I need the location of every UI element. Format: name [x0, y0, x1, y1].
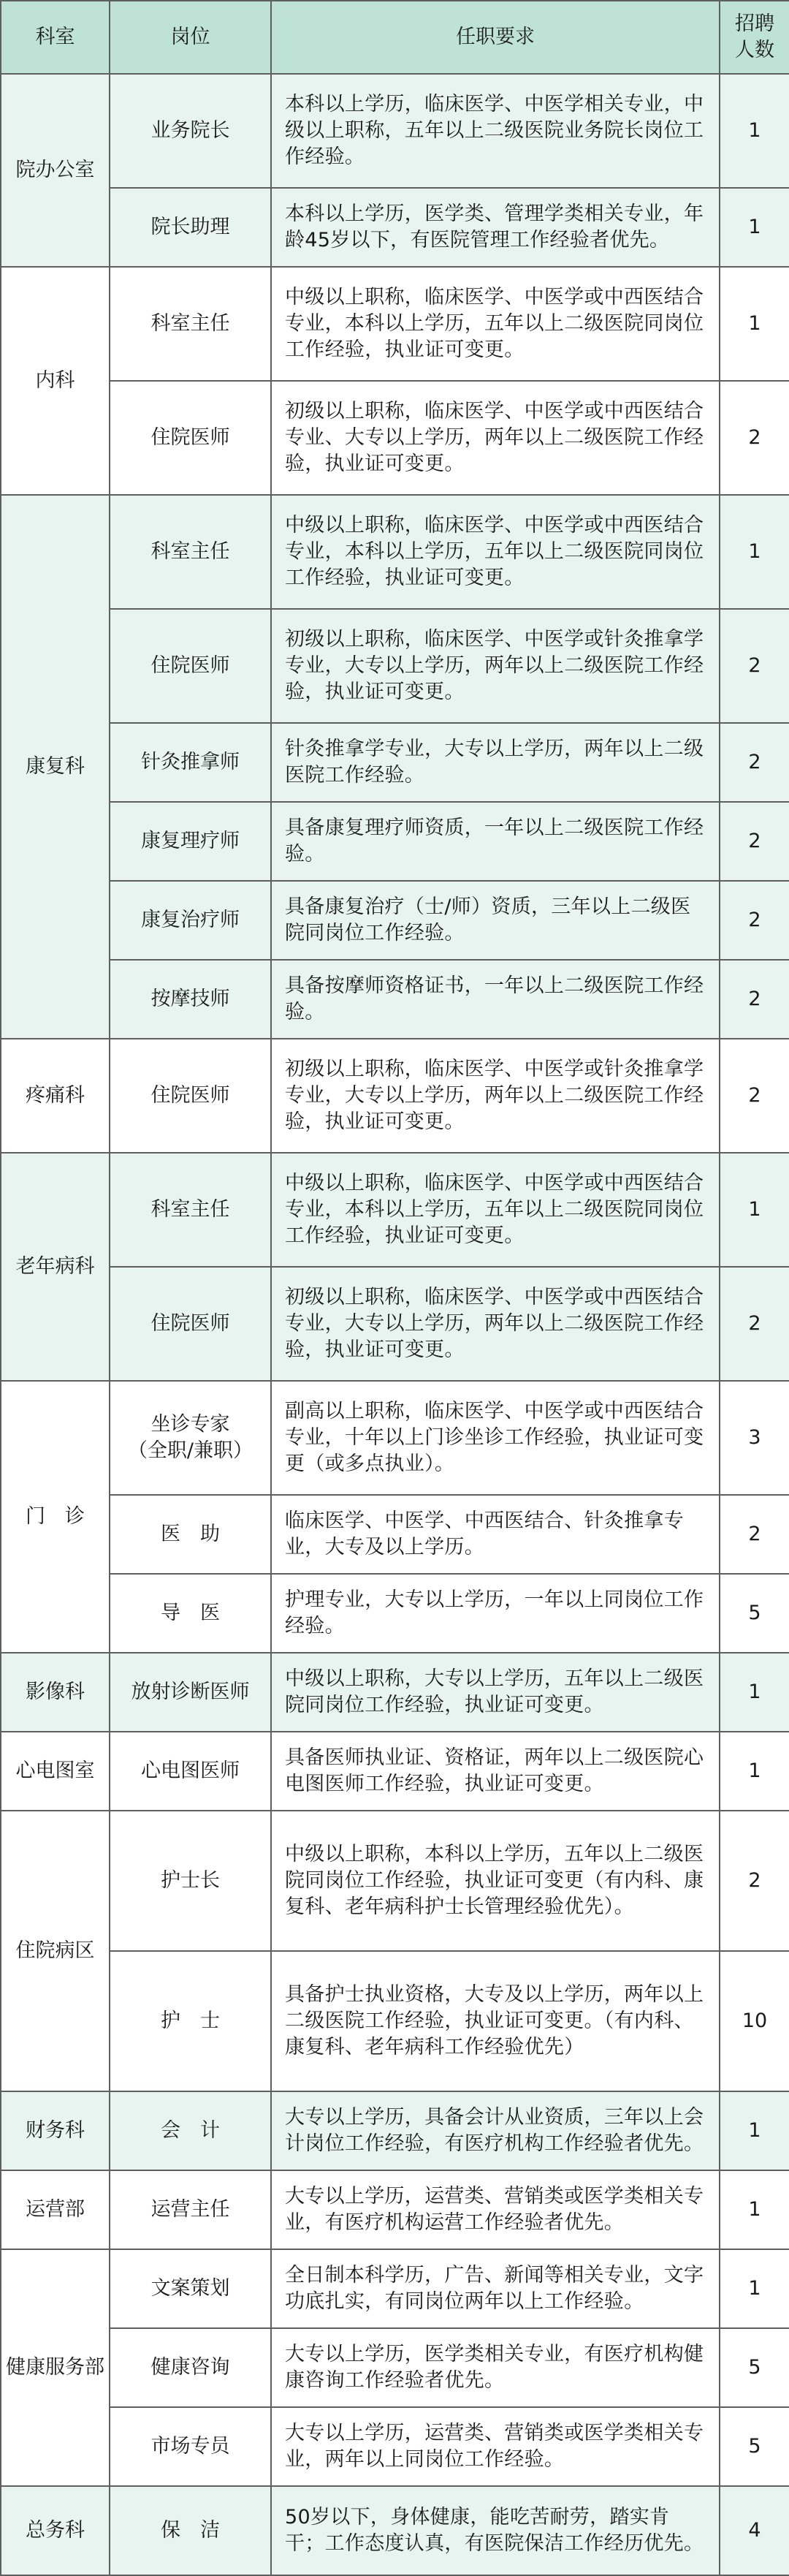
position-cell: 文案策划 [110, 2249, 271, 2328]
department-cell: 财务科 [1, 2091, 110, 2170]
table-row [1, 1653, 789, 1732]
position-cell: 按摩技师 [110, 960, 271, 1039]
table-row [1, 2091, 789, 2170]
headcount-cell: 4 [720, 2486, 789, 2575]
table-row [1, 609, 789, 723]
headcount-cell: 1 [720, 267, 789, 381]
headcount-cell: 1 [720, 2091, 789, 2170]
headcount-cell: 1 [720, 74, 789, 188]
position-cell: 会 计 [110, 2091, 271, 2170]
headcount-cell: 2 [720, 802, 789, 881]
position-cell: 住院医师 [110, 1039, 271, 1153]
position-cell: 市场专员 [110, 2407, 271, 2486]
position-cell: 住院医师 [110, 381, 271, 495]
department-cell: 院办公室 [1, 74, 110, 267]
headcount-cell: 2 [720, 1811, 789, 1951]
table-row [1, 802, 789, 881]
requirement-cell: 初级以上职称，临床医学、中医学或中西医结合专业、大专以上学历，两年以上二级医院工作经验，执业证可变更。 [271, 381, 720, 495]
position-cell: 放射诊断医师 [110, 1653, 271, 1732]
header-department: 科室 [1, 1, 110, 74]
position-cell: 健康咨询 [110, 2328, 271, 2407]
table-row [1, 1381, 789, 1495]
requirement-cell: 具备康复治疗（士/师）资质，三年以上二级医院同岗位工作经验。 [271, 881, 720, 960]
table-row [1, 1811, 789, 1951]
requirement-cell: 初级以上职称，临床医学、中医学或中西医结合专业，大专以上学历，两年以上二级医院工作经验，执业证可变更。 [271, 1267, 720, 1381]
table-header-row [1, 1, 789, 74]
requirement-cell: 中级以上职称，大专以上学历，五年以上二级医院同岗位工作经验，执业证可变更。 [271, 1653, 720, 1732]
table-row [1, 1039, 789, 1153]
position-cell: 院长助理 [110, 188, 271, 267]
requirement-cell: 全日制本科学历，广告、新闻等相关专业，文字功底扎实，有同岗位两年以上工作经验。 [271, 2249, 720, 2328]
requirement-cell: 大专以上学历，医学类相关专业，有医疗机构健康咨询工作经验者优先。 [271, 2328, 720, 2407]
department-cell: 内科 [1, 267, 110, 495]
header-position: 岗位 [110, 1, 271, 74]
headcount-cell: 2 [720, 881, 789, 960]
position-cell: 护 士 [110, 1951, 271, 2091]
requirement-cell: 副高以上职称，临床医学、中医学或中西医结合专业，十年以上门诊坐诊工作经验，执业证可变更（或多点执业）。 [271, 1381, 720, 1495]
department-cell: 心电图室 [1, 1732, 110, 1811]
department-cell: 康复科 [1, 495, 110, 1039]
position-cell: 科室主任 [110, 1153, 271, 1267]
requirement-cell: 本科以上学历，临床医学、中医学相关专业，中级以上职称，五年以上二级医院业务院长岗位工作经验。 [271, 74, 720, 188]
department-cell: 总务科 [1, 2486, 110, 2575]
table-row [1, 1951, 789, 2091]
requirement-cell: 本科以上学历，医学类、管理学类相关专业，年龄45岁以下，有医院管理工作经验者优先。 [271, 188, 720, 267]
department-cell: 疼痛科 [1, 1039, 110, 1153]
position-cell: 导 医 [110, 1574, 271, 1653]
headcount-cell: 1 [720, 188, 789, 267]
requirement-cell: 具备护士执业资格，大专及以上学历，两年以上二级医院工作经验，执业证可变更。（有内科、康复科、老年病科工作经验优先） [271, 1951, 720, 2091]
headcount-cell: 2 [720, 609, 789, 723]
headcount-cell: 1 [720, 1153, 789, 1267]
table-row [1, 723, 789, 802]
table-row [1, 1574, 789, 1653]
requirement-cell: 初级以上职称，临床医学、中医学或针灸推拿学专业，大专以上学历，两年以上二级医院工作经验，执业证可变更。 [271, 1039, 720, 1153]
position-cell: 运营主任 [110, 2170, 271, 2249]
headcount-cell: 1 [720, 2249, 789, 2328]
position-cell: 康复治疗师 [110, 881, 271, 960]
headcount-cell: 2 [720, 723, 789, 802]
headcount-cell: 2 [720, 381, 789, 495]
table-row [1, 495, 789, 609]
position-cell: 保 洁 [110, 2486, 271, 2575]
headcount-cell: 5 [720, 2407, 789, 2486]
headcount-cell: 1 [720, 1653, 789, 1732]
headcount-cell: 2 [720, 960, 789, 1039]
headcount-cell: 5 [720, 2328, 789, 2407]
position-cell: 康复理疗师 [110, 802, 271, 881]
headcount-cell: 5 [720, 1574, 789, 1653]
headcount-cell: 2 [720, 1039, 789, 1153]
table-row [1, 2328, 789, 2407]
position-cell: 业务院长 [110, 74, 271, 188]
requirement-cell: 中级以上职称，临床医学、中医学或中西医结合专业，本科以上学历，五年以上二级医院同岗位工作经验，执业证可变更。 [271, 267, 720, 381]
table-row [1, 1732, 789, 1811]
table-row [1, 74, 789, 188]
position-cell: 针灸推拿师 [110, 723, 271, 802]
headcount-cell: 10 [720, 1951, 789, 2091]
department-cell: 运营部 [1, 2170, 110, 2249]
position-cell: 住院医师 [110, 1267, 271, 1381]
table-row [1, 381, 789, 495]
headcount-cell: 3 [720, 1381, 789, 1495]
requirement-cell: 具备康复理疗师资质，一年以上二级医院工作经验。 [271, 802, 720, 881]
header-headcount: 招聘 人数 [720, 1, 789, 74]
requirement-cell: 临床医学、中医学、中西医结合、针灸推拿专业，大专及以上学历。 [271, 1495, 720, 1574]
position-cell: 坐诊专家 （全职/兼职） [110, 1381, 271, 1495]
table-row [1, 1267, 789, 1381]
table-body [1, 74, 789, 2575]
requirement-cell: 中级以上职称，临床医学、中医学或中西医结合专业，本科以上学历，五年以上二级医院同岗位工作经验，执业证可变更。 [271, 495, 720, 609]
requirement-cell: 中级以上职称，临床医学、中医学或中西医结合专业，本科以上学历，五年以上二级医院同岗位工作经验，执业证可变更。 [271, 1153, 720, 1267]
department-cell: 健康服务部 [1, 2249, 110, 2486]
requirement-cell: 大专以上学历，具备会计从业资质，三年以上会计岗位工作经验，有医疗机构工作经验者优先。 [271, 2091, 720, 2170]
headcount-cell: 1 [720, 495, 789, 609]
department-cell: 影像科 [1, 1653, 110, 1732]
requirement-cell: 护理专业，大专以上学历，一年以上同岗位工作经验。 [271, 1574, 720, 1653]
position-cell: 科室主任 [110, 267, 271, 381]
table-row [1, 2170, 789, 2249]
department-cell: 住院病区 [1, 1811, 110, 2091]
header-requirements: 任职要求 [271, 1, 720, 74]
position-cell: 医 助 [110, 1495, 271, 1574]
requirement-cell: 针灸推拿学专业，大专以上学历，两年以上二级医院工作经验。 [271, 723, 720, 802]
table-row [1, 2486, 789, 2575]
headcount-cell: 1 [720, 1732, 789, 1811]
table-row [1, 960, 789, 1039]
headcount-cell: 2 [720, 1267, 789, 1381]
table-row [1, 2407, 789, 2486]
requirement-cell: 具备医师执业证、资格证，两年以上二级医院心电图医师工作经验，执业证可变更。 [271, 1732, 720, 1811]
position-cell: 科室主任 [110, 495, 271, 609]
table-row [1, 267, 789, 381]
position-cell: 住院医师 [110, 609, 271, 723]
table-row [1, 188, 789, 267]
position-cell: 护士长 [110, 1811, 271, 1951]
headcount-cell: 2 [720, 1495, 789, 1574]
table-row [1, 2249, 789, 2328]
department-cell: 门 诊 [1, 1381, 110, 1653]
requirement-cell: 具备按摩师资格证书，一年以上二级医院工作经验。 [271, 960, 720, 1039]
position-cell: 心电图医师 [110, 1732, 271, 1811]
headcount-cell: 1 [720, 2170, 789, 2249]
requirement-cell: 大专以上学历，运营类、营销类或医学类相关专业，两年以上同岗位工作经验。 [271, 2407, 720, 2486]
department-cell: 老年病科 [1, 1153, 110, 1381]
requirement-cell: 50岁以下，身体健康，能吃苦耐劳，踏实肯干；工作态度认真，有医院保洁工作经历优先。 [271, 2486, 720, 2575]
table-row [1, 1153, 789, 1267]
table-row [1, 881, 789, 960]
requirement-cell: 初级以上职称，临床医学、中医学或针灸推拿学专业，大专以上学历，两年以上二级医院工作经验，执业证可变更。 [271, 609, 720, 723]
requirement-cell: 中级以上职称，本科以上学历，五年以上二级医院同岗位工作经验，执业证可变更（有内科、康复科、老年病科护士长管理经验优先）。 [271, 1811, 720, 1951]
requirement-cell: 大专以上学历，运营类、营销类或医学类相关专业，有医疗机构运营工作经验者优先。 [271, 2170, 720, 2249]
table-row [1, 1495, 789, 1574]
